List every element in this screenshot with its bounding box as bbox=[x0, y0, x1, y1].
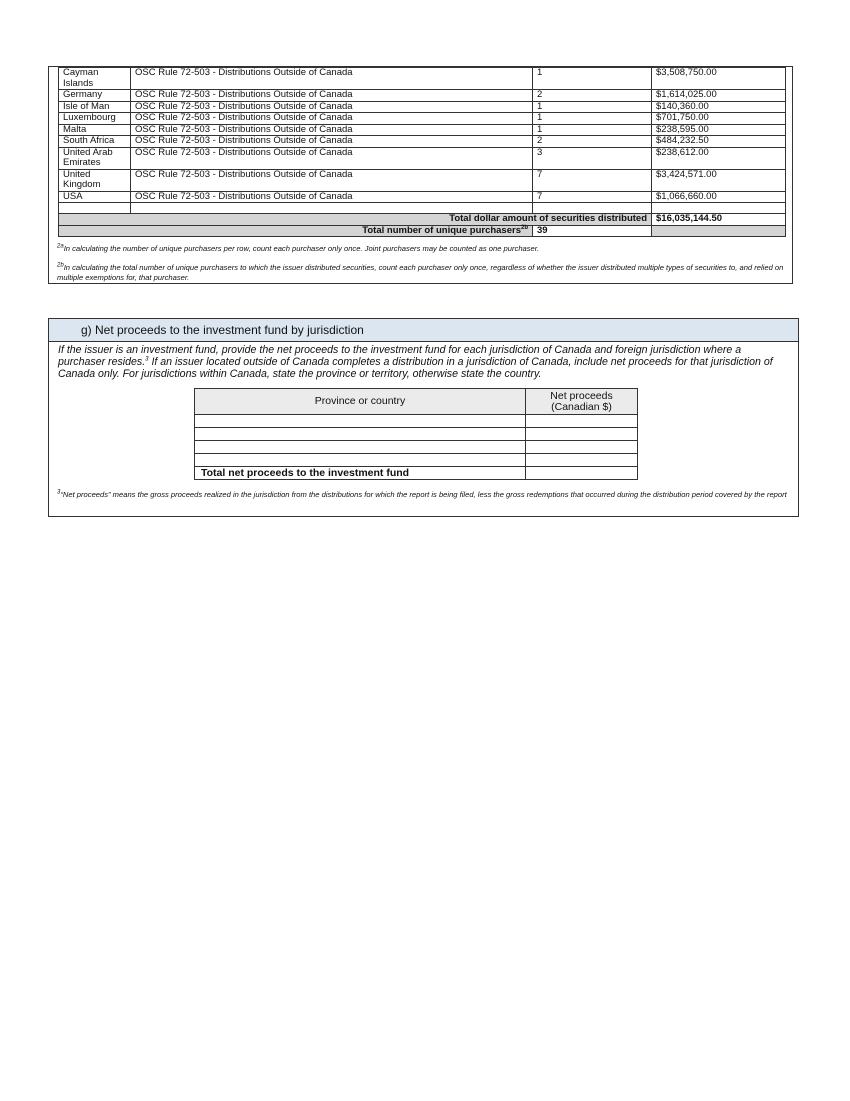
purchasers-cell: 2 bbox=[533, 90, 652, 102]
amount-cell: $140,360.00 bbox=[652, 101, 786, 113]
net-proceeds-cell-1[interactable] bbox=[526, 415, 638, 428]
table-row bbox=[59, 101, 786, 113]
empty-row bbox=[59, 203, 786, 214]
purchasers-cell: 2 bbox=[533, 136, 652, 148]
total-amount-row bbox=[59, 214, 786, 226]
purchasers-cell: 1 bbox=[533, 124, 652, 136]
net-proceeds-cell-4[interactable] bbox=[526, 454, 638, 467]
empty-cell[interactable] bbox=[59, 203, 131, 214]
exemption-cell: OSC Rule 72-503 - Distributions Outside of Canada bbox=[131, 90, 533, 102]
jurisdiction-cell: United Kingdom bbox=[59, 169, 131, 191]
total-amount-value: $16,035,144.50 bbox=[652, 214, 786, 226]
table-row bbox=[59, 147, 786, 169]
province-cell-1[interactable] bbox=[195, 415, 526, 428]
jurisdiction-cell: South Africa bbox=[59, 136, 131, 148]
table-row bbox=[59, 68, 786, 90]
jurisdiction-cell: Germany bbox=[59, 90, 131, 102]
empty-cell[interactable] bbox=[533, 203, 652, 214]
table-row bbox=[59, 113, 786, 125]
jurisdiction-cell: Malta bbox=[59, 124, 131, 136]
exemption-cell: OSC Rule 72-503 - Distributions Outside of Canada bbox=[131, 113, 533, 125]
section-g-instructions: If the issuer is an investment fund, provide the net proceeds to the investment fund for each jurisdiction of Canada and foreign jurisdiction where a purchaser resides.$^3$ If an issuer located outside of Canada completes a distribution in a jurisdiction of Canada, include net proceeds for that jurisdiction of Canada only. For jurisdictions within Canada, state the province or territory, otherwise state the country. bbox=[58, 344, 773, 381]
exemption-cell: OSC Rule 72-503 - Distributions Outside of Canada bbox=[131, 101, 533, 113]
footnote-3: $^3$“Net proceeds” means the gross proceeds realized in the jurisdiction from the distributions for which the report is being filed, less the gross redemptions that occurred during the distribution period covered by the report bbox=[57, 489, 787, 499]
purchasers-cell: 7 bbox=[533, 191, 652, 203]
table-row bbox=[59, 169, 786, 191]
total-purchasers-value: 39 bbox=[533, 225, 652, 237]
table-row bbox=[59, 124, 786, 136]
purchasers-cell: 1 bbox=[533, 101, 652, 113]
total-purchasers-row bbox=[59, 225, 786, 237]
jurisdiction-cell: Cayman Islands bbox=[59, 68, 131, 90]
net-proceeds-table bbox=[194, 388, 638, 480]
total-amount-label: Total dollar amount of securities distributed bbox=[59, 214, 652, 226]
table-row bbox=[59, 191, 786, 203]
amount-cell: $238,612.00 bbox=[652, 147, 786, 169]
empty-cell[interactable] bbox=[131, 203, 533, 214]
exemption-cell: OSC Rule 72-503 - Distributions Outside of Canada bbox=[131, 191, 533, 203]
distribution-table bbox=[58, 67, 786, 237]
purchasers-cell: 3 bbox=[533, 147, 652, 169]
column-header-province: Province or country bbox=[195, 389, 526, 415]
exemption-cell: OSC Rule 72-503 - Distributions Outside of Canada bbox=[131, 124, 533, 136]
empty-cell[interactable] bbox=[652, 203, 786, 214]
amount-cell: $1,066,660.00 bbox=[652, 191, 786, 203]
amount-cell: $484,232.50 bbox=[652, 136, 786, 148]
jurisdiction-cell: United Arab Emirates bbox=[59, 147, 131, 169]
province-cell-4[interactable] bbox=[195, 454, 526, 467]
amount-cell: $238,595.00 bbox=[652, 124, 786, 136]
purchasers-cell: 1 bbox=[533, 113, 652, 125]
section-g-title: g) Net proceeds to the investment fund by jurisdiction bbox=[49, 319, 798, 342]
net-proceeds-cell-3[interactable] bbox=[526, 441, 638, 454]
total-net-proceeds-label: Total net proceeds to the investment fund bbox=[195, 467, 526, 480]
table-row bbox=[59, 90, 786, 102]
column-header-net-proceeds: Net proceeds (Canadian $) bbox=[526, 389, 638, 415]
purchasers-cell: 7 bbox=[533, 169, 652, 191]
province-cell-3[interactable] bbox=[195, 441, 526, 454]
amount-cell: $1,614,025.00 bbox=[652, 90, 786, 102]
amount-cell: $701,750.00 bbox=[652, 113, 786, 125]
exemption-cell: OSC Rule 72-503 - Distributions Outside of Canada bbox=[131, 169, 533, 191]
total-net-proceeds-value[interactable] bbox=[526, 467, 638, 480]
exemption-cell: OSC Rule 72-503 - Distributions Outside of Canada bbox=[131, 68, 533, 90]
distribution-table-section bbox=[48, 66, 793, 284]
table-row bbox=[59, 136, 786, 148]
footnote-2a: $^{2a}$In calculating the number of unique purchasers per row, count each purchaser only once. Joint purchasers may be counted as one purchaser. bbox=[57, 243, 540, 253]
amount-cell: $3,508,750.00 bbox=[652, 68, 786, 90]
purchasers-cell: 1 bbox=[533, 68, 652, 90]
exemption-cell: OSC Rule 72-503 - Distributions Outside of Canada bbox=[131, 147, 533, 169]
province-cell-2[interactable] bbox=[195, 428, 526, 441]
footnote-2b: $^{2b}$In calculating the total number of unique purchasers to which the issuer distributed securities, count each purchaser only once, regardless of whether the issuer distributed multiple types of securities to, and relied on multiple exemptions for, that purchaser. bbox=[57, 262, 784, 282]
jurisdiction-cell: USA bbox=[59, 191, 131, 203]
jurisdiction-cell: Isle of Man bbox=[59, 101, 131, 113]
jurisdiction-cell: Luxembourg bbox=[59, 113, 131, 125]
section-g-net-proceeds bbox=[48, 318, 799, 517]
net-proceeds-cell-2[interactable] bbox=[526, 428, 638, 441]
total-purchasers-blank bbox=[652, 225, 786, 237]
exemption-cell: OSC Rule 72-503 - Distributions Outside of Canada bbox=[131, 136, 533, 148]
total-purchasers-label: Total number of unique purchasers$^{2b}$ bbox=[59, 225, 533, 237]
amount-cell: $3,424,571.00 bbox=[652, 169, 786, 191]
